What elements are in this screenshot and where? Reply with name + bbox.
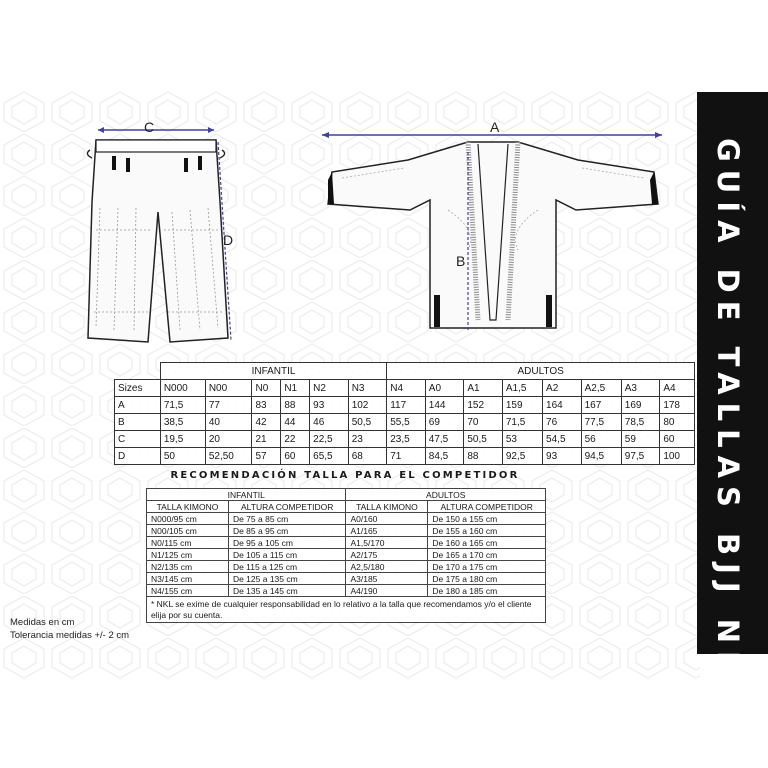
table-cell: 144 — [425, 397, 464, 414]
table-cell: 93 — [543, 448, 582, 465]
jacket-length-label: B — [456, 253, 466, 269]
table-cell: 50 — [160, 448, 205, 465]
column-header: A4 — [660, 380, 695, 397]
table-cell: 65,5 — [310, 448, 349, 465]
row-label: B — [115, 414, 161, 431]
table-cell: 21 — [252, 431, 281, 448]
table-cell: 159 — [502, 397, 542, 414]
units-note: Medidas en cm — [10, 617, 75, 628]
row-label: C — [115, 431, 161, 448]
table-cell: 57 — [252, 448, 281, 465]
table-cell: De 150 a 155 cm — [428, 513, 546, 525]
table-row — [115, 448, 695, 465]
table-cell: A2/175 — [346, 549, 428, 561]
table-cell: 60 — [660, 431, 695, 448]
table-row — [147, 513, 546, 525]
table-cell: 83 — [252, 397, 281, 414]
column-header: ALTURA COMPETIDOR — [428, 501, 546, 513]
table-cell: 38,5 — [160, 414, 205, 431]
table-cell: De 75 a 85 cm — [228, 513, 346, 525]
table-cell: 94,5 — [581, 448, 621, 465]
table-group-row — [115, 363, 695, 380]
column-header: N2 — [310, 380, 349, 397]
table-cell: 40 — [205, 414, 252, 431]
table-cell: De 155 a 160 cm — [428, 525, 546, 537]
column-header: A2 — [543, 380, 582, 397]
table-cell: N4/155 cm — [147, 585, 229, 597]
column-header: A0 — [425, 380, 464, 397]
table-cell: 19,5 — [160, 431, 205, 448]
table-cell: 69 — [425, 414, 464, 431]
table-cell: 84,5 — [425, 448, 464, 465]
table-cell: N3/145 cm — [147, 573, 229, 585]
table-cell: 152 — [464, 397, 503, 414]
table-cell: 56 — [581, 431, 621, 448]
table-cell: 70 — [464, 414, 503, 431]
table-cell: 47,5 — [425, 431, 464, 448]
table-row — [147, 573, 546, 585]
table-cell: 167 — [581, 397, 621, 414]
column-header: N00 — [205, 380, 252, 397]
table-cell: 59 — [621, 431, 660, 448]
jacket-width-label: A — [490, 120, 500, 135]
table-row — [115, 414, 695, 431]
table-cell: 78,5 — [621, 414, 660, 431]
pants-width-label: C — [144, 119, 155, 135]
table-cell: 23 — [348, 431, 387, 448]
row-label: D — [115, 448, 161, 465]
table-cell: 46 — [310, 414, 349, 431]
recommendation-title: RECOMENDACIÓN TALLA PARA EL COMPETIDOR — [170, 470, 520, 481]
table-cell: 71 — [387, 448, 426, 465]
table-cell: 102 — [348, 397, 387, 414]
column-header: ALTURA COMPETIDOR — [228, 501, 346, 513]
column-header: N4 — [387, 380, 426, 397]
table-cell: 164 — [543, 397, 582, 414]
table-cell: 50,5 — [464, 431, 503, 448]
table-row — [147, 549, 546, 561]
table-cell: N0/115 cm — [147, 537, 229, 549]
table-cell: 53 — [502, 431, 542, 448]
table-cell: 23,5 — [387, 431, 426, 448]
pants-length-label: D — [223, 232, 234, 248]
table-cell: 88 — [464, 448, 503, 465]
sidebar — [697, 92, 768, 709]
measurement-footnote — [10, 616, 129, 642]
table-cell: A1,5/170 — [346, 537, 428, 549]
column-header: N000 — [160, 380, 205, 397]
table-cell: 80 — [660, 414, 695, 431]
pants-diagram — [78, 112, 250, 357]
table-cell: N1/125 cm — [147, 549, 229, 561]
table-cell: De 135 a 145 cm — [228, 585, 346, 597]
table-row — [115, 431, 695, 448]
table-cell: 77,5 — [581, 414, 621, 431]
column-header: TALLA KIMONO — [147, 501, 229, 513]
table-cell: 93 — [310, 397, 349, 414]
table-cell: N000/95 cm — [147, 513, 229, 525]
table-cell: 50,5 — [348, 414, 387, 431]
table-cell: N00/105 cm — [147, 525, 229, 537]
table-cell: De 175 a 180 cm — [428, 573, 546, 585]
table-cell: De 85 a 95 cm — [228, 525, 346, 537]
column-header: N0 — [252, 380, 281, 397]
table-cell: 77 — [205, 397, 252, 414]
column-header: A1 — [464, 380, 503, 397]
disclaimer-row — [147, 597, 546, 623]
table-cell: 92,5 — [502, 448, 542, 465]
table-cell: De 160 a 165 cm — [428, 537, 546, 549]
table-row — [147, 585, 546, 597]
jacket-diagram — [318, 120, 668, 340]
table-cell: 55,5 — [387, 414, 426, 431]
table-cell: 71,5 — [160, 397, 205, 414]
table-cell: 68 — [348, 448, 387, 465]
table-cell: 44 — [281, 414, 310, 431]
guide-title: GUÍA DE TALLAS BJJ NKL — [711, 138, 745, 709]
table-cell: A2,5/180 — [346, 561, 428, 573]
table-cell: A0/160 — [346, 513, 428, 525]
column-header: A1,5 — [502, 380, 542, 397]
table-cell: 169 — [621, 397, 660, 414]
table-cell: De 95 a 105 cm — [228, 537, 346, 549]
rec-group-adultos: ADULTOS — [346, 489, 546, 501]
table-cell: 117 — [387, 397, 426, 414]
table-cell: N2/135 cm — [147, 561, 229, 573]
table-cell: De 105 a 115 cm — [228, 549, 346, 561]
table-cell: 22,5 — [310, 431, 349, 448]
tolerance-note: Tolerancia medidas +/- 2 cm — [10, 630, 130, 641]
table-cell: De 115 a 125 cm — [228, 561, 346, 573]
column-header: A2,5 — [581, 380, 621, 397]
row-label: A — [115, 397, 161, 414]
table-cell: A1/165 — [346, 525, 428, 537]
column-header: TALLA KIMONO — [346, 501, 428, 513]
table-cell: 97,5 — [621, 448, 660, 465]
disclaimer-note: * NKL se exime de cualquier responsabilidad en lo relativo a la talla que recomendamos y/o el cliente elija por su cuenta. — [147, 597, 546, 623]
table-cell: 22 — [281, 431, 310, 448]
recommendation-table — [146, 488, 546, 623]
table-cell: De 165 a 170 cm — [428, 549, 546, 561]
table-cell: De 170 a 175 cm — [428, 561, 546, 573]
table-cell: 54,5 — [543, 431, 582, 448]
table-cell: 52,50 — [205, 448, 252, 465]
table-row — [147, 561, 546, 573]
column-header: A3 — [621, 380, 660, 397]
column-header: N1 — [281, 380, 310, 397]
group-header-infantil: INFANTIL — [160, 363, 386, 380]
rec-header-row — [147, 501, 546, 513]
table-cell: De 125 a 135 cm — [228, 573, 346, 585]
size-measurement-table — [114, 362, 695, 465]
rec-group-infantil: INFANTIL — [147, 489, 346, 501]
rec-group-row — [147, 489, 546, 501]
table-cell: 71,5 — [502, 414, 542, 431]
table-cell: De 180 a 185 cm — [428, 585, 546, 597]
table-cell: 76 — [543, 414, 582, 431]
table-cell: 178 — [660, 397, 695, 414]
table-cell: A3/185 — [346, 573, 428, 585]
column-header: Sizes — [115, 380, 161, 397]
table-cell: A4/190 — [346, 585, 428, 597]
table-row — [147, 537, 546, 549]
table-row — [147, 525, 546, 537]
table-cell: 60 — [281, 448, 310, 465]
table-cell: 20 — [205, 431, 252, 448]
table-cell: 100 — [660, 448, 695, 465]
table-cell: 42 — [252, 414, 281, 431]
group-header-adultos: ADULTOS — [387, 363, 695, 380]
table-header-row — [115, 380, 695, 397]
column-header: N3 — [348, 380, 387, 397]
table-cell: 88 — [281, 397, 310, 414]
table-row — [115, 397, 695, 414]
